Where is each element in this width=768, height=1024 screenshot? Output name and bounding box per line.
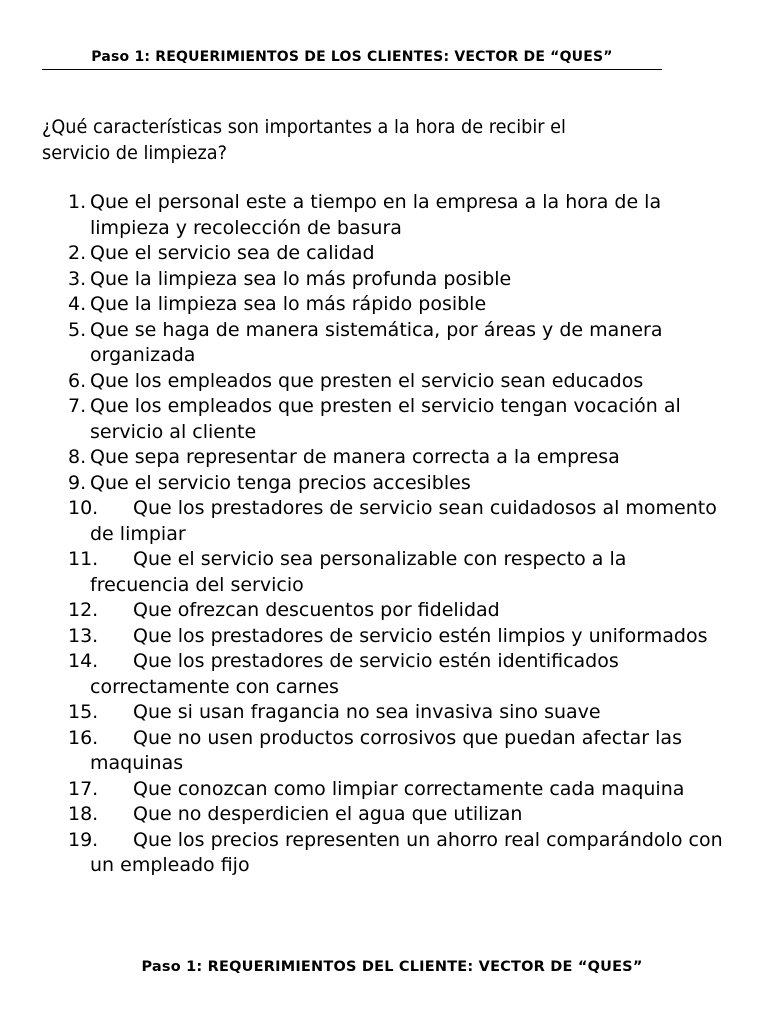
list-item-text: Que los prestadores de servicio estén identificados correctamente con carnes (90, 650, 619, 698)
list-item (0, 624, 730, 650)
list-item-text: Que no usen productos corrosivos que puedan afectar las maquinas (90, 726, 682, 774)
list-item (0, 445, 730, 471)
list-item (0, 369, 730, 395)
requirements-list (0, 190, 768, 879)
list-item (0, 700, 730, 726)
list-item (0, 471, 730, 497)
list-item-number: 12. (68, 599, 99, 621)
list-item-text: Que conozcan como limpiar correctamente cada maquina (133, 777, 685, 800)
list-item (0, 267, 730, 293)
list-item-number: 1. (68, 191, 87, 213)
list-item-text: Que no desperdicien el agua que utilizan (133, 803, 523, 825)
list-item-number: 13. (68, 624, 99, 647)
list-item-text: Que si usan fragancia no sea invasiva sino suave (133, 701, 601, 723)
list-item (0, 802, 730, 828)
list-item-text: Que el personal este a tiempo en la empresa a la hora de la limpieza y recolección de basura (90, 191, 662, 239)
list-item-text: Que los precios representen un ahorro real comparándolo con un empleado fijo (90, 828, 723, 876)
list-item-text: Que sepa representar de manera correcta a la empresa (90, 446, 620, 468)
list-item-text: Que la limpieza sea lo más profunda posible (90, 267, 512, 290)
page-header-title: Paso 1: REQUERIMIENTOS DE LOS CLIENTES: VECTOR DE “QUES” (91, 49, 613, 65)
list-item (0, 547, 730, 598)
list-item-text: Que se haga de manera sistemática, por áreas y de manera organizada (90, 318, 663, 366)
list-item-number: 16. (68, 726, 99, 749)
list-item-text: Que la limpieza sea lo más rápido posible (90, 293, 487, 315)
list-item-number: 7. (68, 395, 87, 417)
list-item (0, 318, 730, 369)
list-item-text: Que los empleados que presten el servicio sean educados (90, 369, 644, 392)
list-item-text: Que los empleados que presten el servicio tengan vocación al servicio al cliente (90, 395, 681, 443)
list-item-number: 15. (68, 701, 99, 723)
list-item (0, 496, 730, 547)
list-item-number: 6. (68, 369, 87, 392)
list-item-text: Que el servicio sea de calidad (90, 242, 375, 264)
list-item-number: 4. (68, 293, 87, 315)
list-item-number: 2. (68, 242, 87, 264)
list-item (0, 726, 730, 777)
list-item-text: Que los prestadores de servicio estén limpios y uniformados (133, 624, 708, 647)
list-item (0, 777, 730, 803)
list-item-text: Que el servicio tenga precios accesibles (90, 471, 471, 494)
list-item-number: 10. (68, 497, 99, 519)
list-item-number: 18. (68, 803, 99, 825)
list-item-number: 19. (68, 828, 99, 851)
list-item-number: 3. (68, 267, 87, 290)
list-item (0, 292, 730, 318)
page-footer-title: Paso 1: REQUERIMIENTOS DEL CLIENTE: VECTOR DE “QUES” (141, 959, 643, 975)
list-item (0, 649, 730, 700)
list-item-number: 11. (68, 548, 99, 570)
list-item-number: 8. (68, 446, 87, 468)
list-item (0, 190, 730, 241)
list-item (0, 241, 730, 267)
list-item-number: 17. (68, 777, 99, 800)
list-item (0, 394, 730, 445)
header-divider (42, 69, 662, 70)
question-text: ¿Qué características son importantes a la hora de recibir el servicio de limpieza? (42, 116, 566, 164)
list-item-number: 14. (68, 650, 99, 672)
list-item-text: Que ofrezcan descuentos por fidelidad (133, 599, 500, 621)
list-item (0, 828, 730, 879)
list-item-text: Que el servicio sea personalizable con respecto a la frecuencia del servicio (90, 548, 627, 596)
list-item (0, 598, 730, 624)
list-item-number: 5. (68, 318, 87, 341)
list-item-number: 9. (68, 471, 87, 494)
list-item-text: Que los prestadores de servicio sean cuidadosos al momento de limpiar (90, 497, 717, 545)
